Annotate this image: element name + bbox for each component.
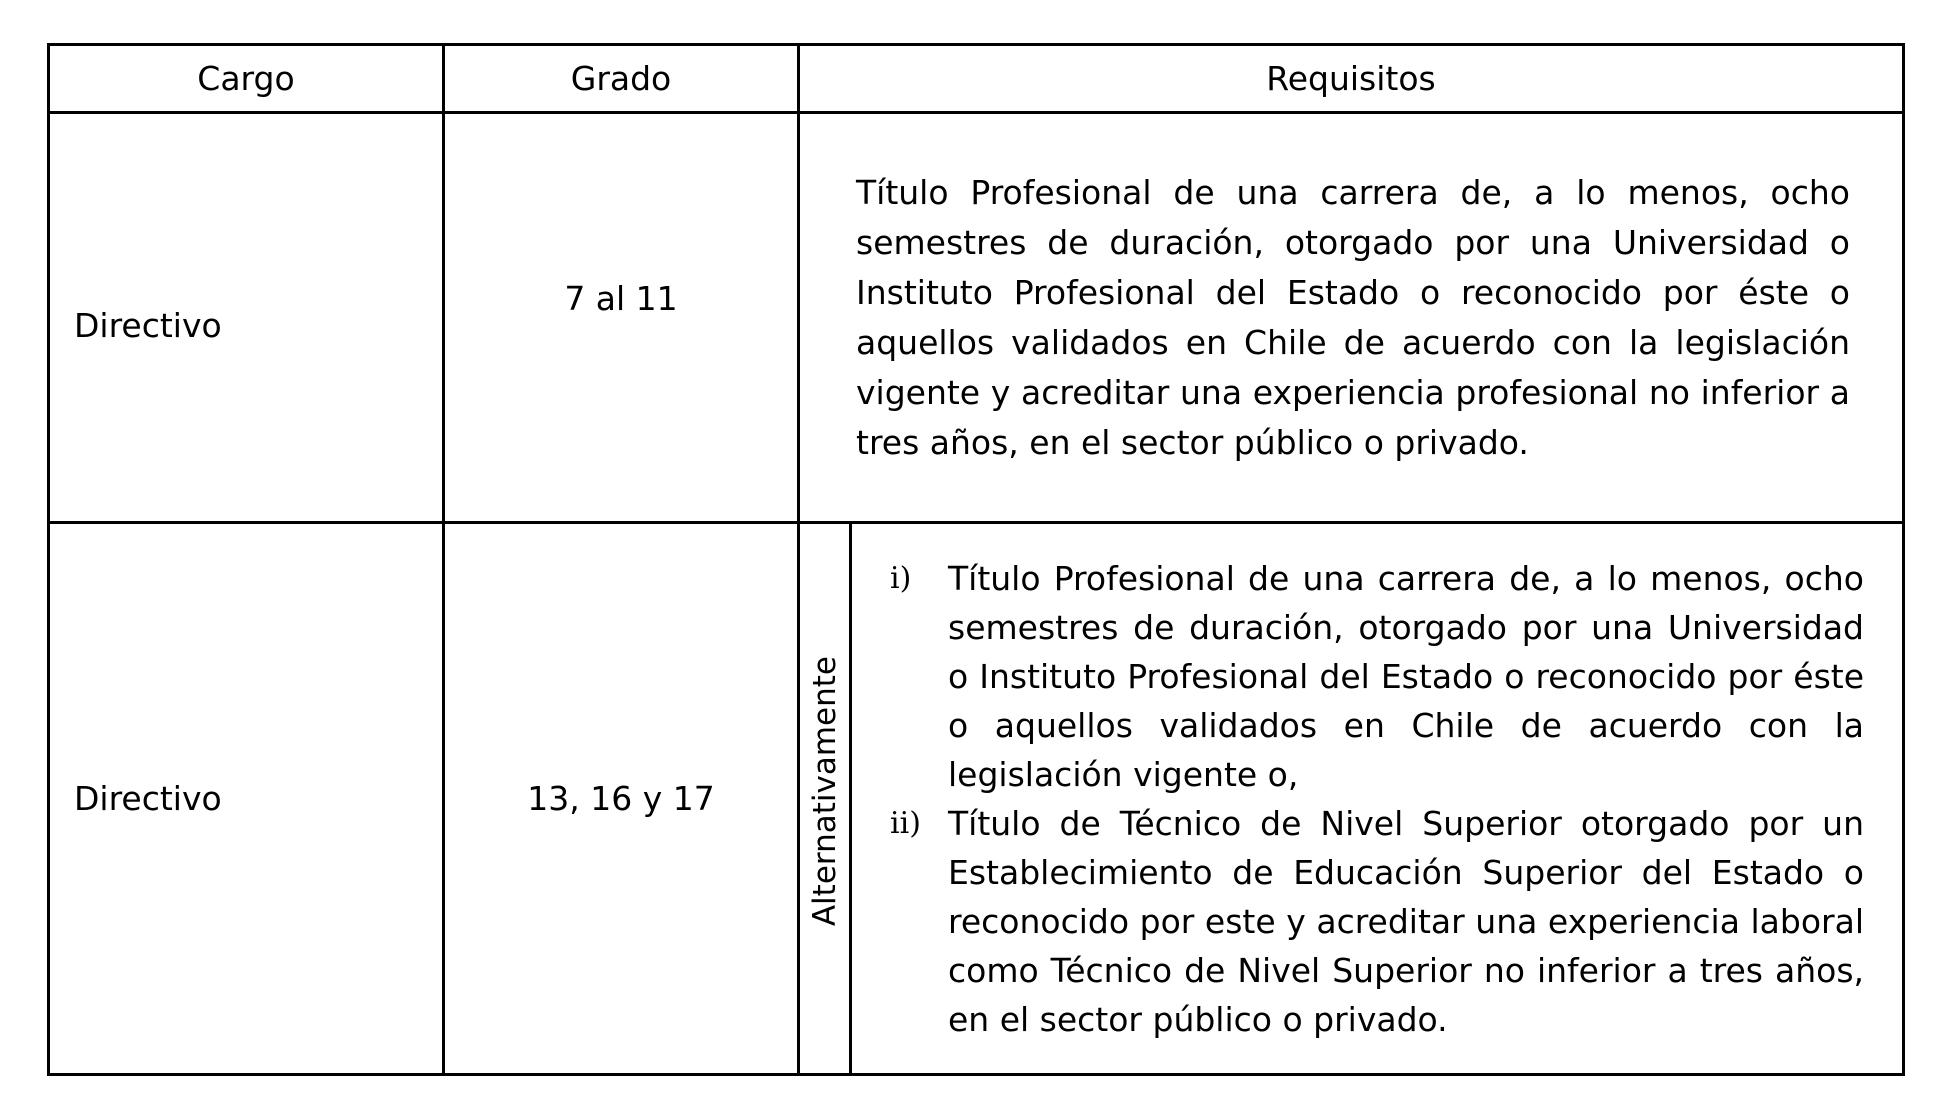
table-row [49,113,1904,523]
list-item-text: Título de Técnico de Nivel Superior otorgado por un Establecimiento de Educación Superior del Estado o reconocido por este y acreditar una experiencia laboral como Técnico de Nivel Superior no inferior a tres años, en el sector público o privado. [948,803,1864,1039]
cargo-cell: Directivo [49,113,444,523]
requisitos-cell: Título Profesional de una carrera de, a lo menos, ocho semestres de duración, otorgado por una Universidad o Instituto Profesional del Estado o reconocido por éste o aquellos validados en Chile de acuerdo con la legislación vigente y acreditar una experiencia profesional no inferior a tres años, en el sector público o privado. [799,113,1904,523]
list-item [876,799,1864,1044]
list-marker: i) [890,560,912,596]
header-grado: Grado [444,45,799,113]
table-row [49,523,1904,1075]
grado-cell [444,113,799,523]
list-item-text: Título Profesional de una carrera de, a lo menos, ocho semestres de duración, otorgado por una Universidad o Instituto Profesional del Estado o reconocido por éste o aquellos validados en Chile de acuerdo con la legislación vigente o, [948,558,1864,794]
requisitos-cell [851,523,1904,1075]
header-cargo: Cargo [49,45,444,113]
list-marker: ii) [890,805,921,841]
alternative-label: Alternativamente [806,656,843,927]
cargo-cell: Directivo [49,523,444,1075]
grado-value: 7 al 11 [564,278,678,318]
requirements-table [47,43,1905,1076]
grado-cell: 13, 16 y 17 [444,523,799,1075]
header-row [49,45,1904,113]
header-requisitos: Requisitos [799,45,1904,113]
alternative-list [876,554,1864,1044]
alternative-label-cell [799,523,851,1075]
list-item [876,554,1864,799]
